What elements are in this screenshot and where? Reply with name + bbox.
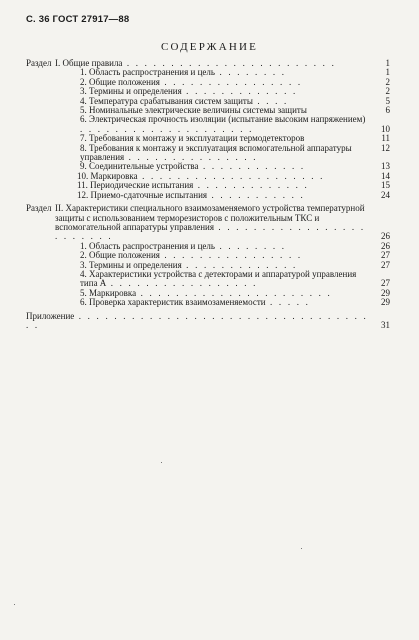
leader-dots: . . . . . . . . . . . . . [181,86,298,97]
page-number: 29 [381,297,390,308]
scan-speck [161,462,162,463]
scan-speck [301,548,302,549]
item-text: 4. Температура срабатывания систем защиты [80,95,253,106]
toc-item [26,270,390,289]
item-text: 1. Область распространения и цель [80,67,215,78]
leader-dots: . . . . . . . . . . . . . . . . . . . . [80,123,254,134]
leader-dots: . . . . . . . . . . . . . . . . . . . . . [137,170,325,181]
page-number: 15 [381,180,390,191]
page-number: 12 [381,142,390,153]
item-text: 2. Общие положения [80,250,160,261]
item-text: 3. Термины и определения [80,259,182,270]
leader-dots: . . . . . . . . . . . . . [181,259,298,270]
item-text: 5. Номинальные электрические величины системы защиты [80,105,307,116]
leader-dots: . . . . . . . . . . . . . . . . [159,76,303,87]
item-text: 2. Общие положения [80,76,160,87]
page-number: 11 [381,133,390,144]
leader-dots: . . . . . . . . . . . . . . . . . . . . . . [136,287,332,298]
leader-dots: . . . . . . . . . . . . . . . [124,152,258,163]
section-title: I. Общие правила [55,58,123,68]
item-text: 6. Проверка характеристик взаимозаменяемости [80,297,266,308]
page-number: 1 [385,58,390,68]
leader-dots: . . . . . . . . [215,240,287,251]
leader-dots: . . . . . . . . . . . . . . . . . [106,278,258,289]
toc-item [26,115,390,134]
page-number: 31 [381,319,390,330]
leader-dots: . . . . . . . . . . . [207,189,305,200]
page-number: 1 [385,67,390,78]
page-number: 24 [381,189,390,200]
item-text: 6. Электрическая прочность изоляции (испытание высоким напряжением) [80,114,366,125]
page-number: 10 [381,123,390,134]
page-number: 5 [385,95,390,106]
page-number: 14 [381,170,390,181]
page-number: 26 [381,231,390,242]
item-text: 12. Приемо-сдаточные испытания [77,189,208,200]
page-number: 27 [381,250,390,261]
toc-section [26,204,390,242]
item-text: 9. Соединительные устройства [80,161,199,172]
leader-dots: . . . . . . . . . . . . . . . . . . . . . . . . [55,221,366,242]
scan-speck [14,604,15,605]
item-text: 4. Характеристики устройства с детекторами и аппаратурой управления типа А [80,268,357,289]
item-text: 3. Термины и определения [80,86,182,97]
page-number: 13 [381,161,390,172]
section-label: Раздел [26,203,52,214]
item-text: 11. Периодические испытания [77,180,194,191]
item-text: 8. Требования к монтажу и эксплуатация вспомогательной аппаратуры управления [80,142,352,163]
page-number: 2 [385,76,390,87]
appendix-title: Приложение [26,310,75,321]
leader-dots: . . . . . . . . [215,67,287,78]
item-text: 10. Маркировка [77,170,138,181]
leader-dots: . . . . . . . . . . . . . . . . [159,250,303,261]
section-title: II. Характеристики специального взаимозаменяемого устройства температурной защиты с использованием терморезисторов с положительным ТКС и вспомогательной аппаратуры управления [55,203,365,232]
page-number: 29 [381,287,390,298]
item-text: 5. Маркировка [80,287,137,298]
document-title: СОДЕРЖАНИЕ [160,41,259,53]
page-header: С. 36 ГОСТ 27917—88 [26,14,130,25]
toc-item [26,298,390,307]
toc-appendix [26,312,390,331]
leader-dots: . . . . . . . . . . . . . [193,180,309,191]
item-text: 7. Требования к монтажу и эксплуатации термодетекторов [80,133,305,144]
section-label: Раздел [26,58,52,68]
page-number: 26 [381,240,390,251]
page-number: 2 [385,86,390,97]
leader-dots: . . . . [252,95,289,106]
leader-dots: . . . . . . . . . . . . . . . . . . . . . . . . [122,58,337,68]
table-of-contents [26,59,390,330]
item-text: 1. Область распространения и цель [80,240,215,251]
leader-dots: . . . . . [265,297,311,308]
toc-item [26,144,390,163]
toc-item [26,191,390,200]
leader-dots: . . . . . . . . . . . . [198,161,306,172]
page-number: 6 [385,105,390,116]
page-number: 27 [381,259,390,270]
leader-dots: . . . . . . . . . . . . . . . . . . . . . . . . . . . . . . . . . . . [26,310,369,330]
page-number: 27 [381,278,390,289]
